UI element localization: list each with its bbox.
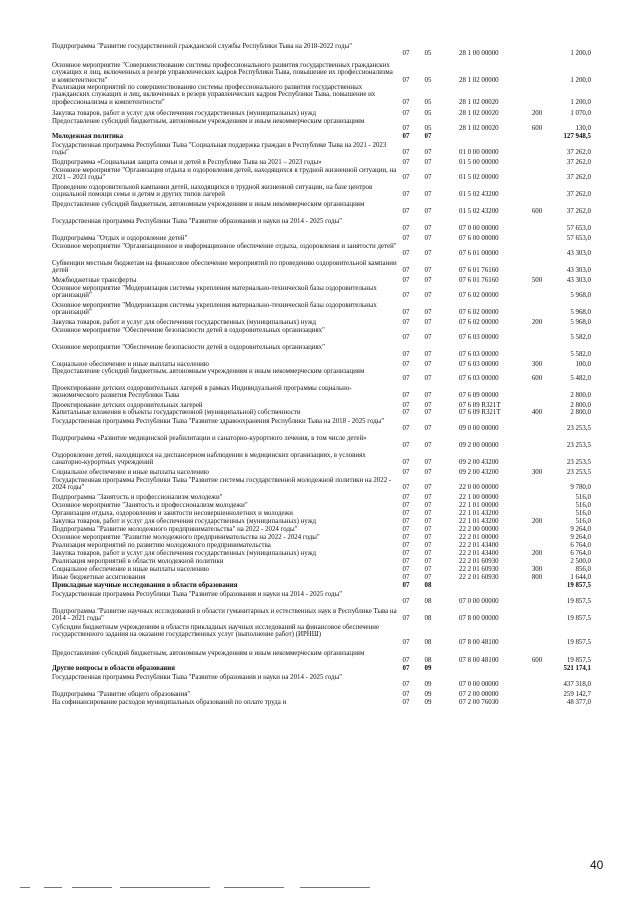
amount: 37 262,0 <box>566 159 591 166</box>
amount: 19 857,5 <box>566 615 591 623</box>
row-label: На софинансирование расходов муниципальных образований по оплате труда и <box>52 699 287 706</box>
amount: 23 253,5 <box>566 442 591 450</box>
expense-type-code: 200 <box>531 319 543 326</box>
amount: 57 653,0 <box>566 235 591 242</box>
section-code: 07 <box>402 174 410 182</box>
target-article-code: 28 1 02 00020 <box>459 98 499 106</box>
amount: 37 262,0 <box>566 191 591 199</box>
row-label: Субвенции местным бюджетам на финансовое обеспечение мероприятий по проведению оздоровительной кампании детей <box>52 260 397 275</box>
target-article-code: 07 2 00 00000 <box>459 691 499 698</box>
scan-artifact-line <box>300 887 370 888</box>
section-code: 07 <box>402 292 410 300</box>
subsection-code: 07 <box>424 526 432 533</box>
amount: 37 262,0 <box>566 208 591 216</box>
row-label: Государственная программа Республики Тыва "Развитие здравоохранения Республики Тыва на 2018 - 2025 годы" <box>52 418 385 425</box>
row-label: Предоставление субсидий бюджетным, автономным учреждениям и иным некоммерческим организациям <box>52 368 365 375</box>
section-code: 07 <box>402 534 410 541</box>
subsection-code: 07 <box>424 534 432 541</box>
amount: 23 253,5 <box>566 469 591 476</box>
expense-type-code: 300 <box>531 469 543 476</box>
row-label: Проектирование детских оздоровительных лагерей <box>52 402 203 409</box>
amount: 521 174,1 <box>563 665 591 672</box>
section-code: 07 <box>402 392 410 400</box>
subsection-code: 07 <box>424 469 432 476</box>
row-label: Государственная программа Республики Тыва "Развитие образования и науки на 2014 - 2025 годы" <box>52 218 343 225</box>
amount: 37 262,0 <box>566 149 591 157</box>
subsection-code: 09 <box>424 691 432 698</box>
target-article-code: 07 6 03 00000 <box>459 375 499 383</box>
subsection-code: 07 <box>424 191 432 199</box>
section-code: 07 <box>402 402 410 409</box>
amount: 43 303,0 <box>566 277 591 284</box>
expense-type-code: 300 <box>531 566 543 573</box>
amount: 6 764,0 <box>570 550 591 557</box>
target-article-code: 28 1 00 00000 <box>459 50 499 58</box>
section-code: 07 <box>402 319 410 326</box>
target-article-code: 22 1 01 00000 <box>459 502 499 509</box>
section-code: 07 <box>402 409 410 416</box>
subsection-code: 07 <box>424 225 432 233</box>
expense-type-code: 500 <box>531 277 543 284</box>
row-label: Реализация мероприятий по развитию молодежного предпринимательства <box>52 542 271 549</box>
subsection-code: 07 <box>424 574 432 581</box>
target-article-code: 09 0 00 00000 <box>459 425 499 433</box>
subsection-code: 08 <box>424 657 432 665</box>
row-label: Государственная программа Республики Тыва "Развитие образования и науки на 2014 - 2025 годы" <box>52 591 343 598</box>
amount: 856,0 <box>575 566 591 573</box>
amount: 1 644,0 <box>570 574 591 581</box>
row-label: Социальное обеспечение и иные выплаты населению <box>52 361 209 368</box>
target-article-code: 22 2 01 60930 <box>459 558 499 565</box>
subsection-code: 05 <box>424 125 432 133</box>
amount: 9 264,0 <box>570 526 591 533</box>
row-label: Социальное обеспечение и иные выплаты населению <box>52 566 209 573</box>
expense-type-code: 400 <box>531 409 543 416</box>
amount: 19 857,5 <box>566 638 591 646</box>
section-code: 07 <box>402 351 410 359</box>
row-label: Основное мероприятие "Модернизация системы укрепления материально-технической базы оздоровительных организаций" <box>52 302 377 317</box>
amount: 19 857,5 <box>566 657 591 665</box>
section-code: 07 <box>402 558 410 565</box>
section-code: 07 <box>402 582 410 589</box>
amount: 5 968,0 <box>570 309 591 317</box>
section-code: 07 <box>402 657 410 665</box>
amount: 2 800,0 <box>570 392 591 400</box>
row-label: Подпрограмма "Развитие государственной гражданской службы Республики Тыва на 2018-2022 годы" <box>52 43 353 50</box>
target-article-code: 22 1 01 43200 <box>459 518 499 525</box>
target-article-code: 07 6 09 R321T <box>459 409 501 416</box>
target-article-code: 28 1 02 00020 <box>459 110 499 117</box>
subsection-code: 07 <box>424 502 432 509</box>
amount: 19 857,5 <box>566 582 591 589</box>
target-article-code: 07 6 02 00000 <box>459 292 499 300</box>
subsection-code: 08 <box>424 615 432 623</box>
section-code: 07 <box>402 566 410 573</box>
expense-type-code: 800 <box>531 574 543 581</box>
subsection-code: 07 <box>424 292 432 300</box>
subsection-code: 05 <box>424 76 432 84</box>
row-label: Подпрограмма "Отдых и оздоровление детей" <box>52 235 188 242</box>
target-article-code: 22 2 01 43400 <box>459 542 499 549</box>
amount: 5 968,0 <box>570 319 591 326</box>
row-label: Государственная программа Республики Тыва "Развитие системы государственной молодежной политики на 2022 - 2024 годы" <box>52 477 392 492</box>
target-article-code: 22 2 00 00000 <box>459 526 499 533</box>
target-article-code: 07 6 01 76160 <box>459 267 499 275</box>
scan-artifact-line <box>44 887 62 888</box>
target-article-code: 07 6 01 00000 <box>459 250 499 258</box>
target-article-code: 01 5 00 00000 <box>459 159 499 166</box>
section-code: 07 <box>402 133 410 140</box>
amount: 130,0 <box>575 125 591 133</box>
subsection-code: 07 <box>424 277 432 284</box>
target-article-code: 01 5 02 00000 <box>459 174 499 182</box>
section-code: 07 <box>402 459 410 467</box>
section-code: 07 <box>402 598 410 606</box>
section-code: 07 <box>402 469 410 476</box>
subsection-code: 07 <box>424 159 432 166</box>
section-code: 07 <box>402 574 410 581</box>
section-code: 07 <box>402 267 410 275</box>
amount: 516,0 <box>575 502 591 509</box>
amount: 1 200,0 <box>570 76 591 84</box>
row-label: Подпрограмма "Развитие общего образования" <box>52 691 191 698</box>
row-label: Другие вопросы в области образования <box>52 665 175 672</box>
section-code: 07 <box>402 518 410 525</box>
row-label: Прикладные научные исследования в области образования <box>52 582 238 589</box>
subsection-code: 08 <box>424 598 432 606</box>
row-label: Закупка товаров, работ и услуг для обеспечения государственных (муниципальных) нужд <box>52 110 316 117</box>
section-code: 07 <box>402 235 410 242</box>
amount: 19 857,5 <box>566 598 591 606</box>
subsection-code: 07 <box>424 235 432 242</box>
target-article-code: 22 2 01 43400 <box>459 550 499 557</box>
amount: 259 142,7 <box>563 691 591 698</box>
target-article-code: 07 8 00 48100 <box>459 638 499 646</box>
expense-type-code: 200 <box>531 518 543 525</box>
section-code: 07 <box>402 494 410 501</box>
row-label: Молодежная политика <box>52 133 124 140</box>
section-code: 07 <box>402 159 410 166</box>
row-label: Основное мероприятие "Организационное и информационное обеспечение отдыха, оздоровления и занятости детей" <box>52 243 397 250</box>
target-article-code: 09 2 00 43200 <box>459 469 499 476</box>
amount: 9 264,0 <box>570 534 591 541</box>
row-label: Оздоровление детей, находящихся на диспансерном наблюдении в медицинских организациях, в условиях санаторно-курортных учреждений <box>52 452 366 467</box>
row-label: Основное мероприятие "Развитие молодежного предпринимательства на 2022 - 2024 годы" <box>52 534 320 541</box>
target-article-code: 01 5 02 43200 <box>459 208 499 216</box>
section-code: 07 <box>402 550 410 557</box>
row-label: Межбюджетные трансферты <box>52 277 137 284</box>
subsection-code: 05 <box>424 98 432 106</box>
scan-artifact-line <box>72 887 112 888</box>
amount: 1 200,0 <box>570 98 591 106</box>
amount: 100,0 <box>575 361 591 368</box>
target-article-code: 07 6 02 00000 <box>459 319 499 326</box>
subsection-code: 07 <box>424 351 432 359</box>
target-article-code: 28 1 02 00020 <box>459 125 499 133</box>
section-code: 07 <box>402 309 410 317</box>
scan-artifact-line <box>120 887 210 888</box>
amount: 6 764,0 <box>570 542 591 549</box>
row-label: Основное мероприятие "Модернизация системы укрепления материально-технической базы оздоровительных организаций" <box>52 285 377 300</box>
target-article-code: 07 6 01 76160 <box>459 277 499 284</box>
target-article-code: 07 6 09 00000 <box>459 392 499 400</box>
subsection-code: 07 <box>424 208 432 216</box>
subsection-code: 07 <box>424 392 432 400</box>
section-code: 07 <box>402 250 410 258</box>
section-code: 07 <box>402 484 410 492</box>
subsection-code: 07 <box>424 518 432 525</box>
row-label: Социальное обеспечение и иные выплаты населению <box>52 469 209 476</box>
expense-type-code: 600 <box>531 657 543 665</box>
expense-type-code: 600 <box>531 375 543 383</box>
target-article-code: 07 6 00 00000 <box>459 235 499 242</box>
subsection-code: 07 <box>424 149 432 157</box>
row-label: Организация отдыха, оздоровления и занятости несовершеннолетних и молодежи <box>52 510 293 517</box>
amount: 437 318,0 <box>563 681 591 689</box>
page-number: 40 <box>590 858 604 872</box>
subsection-code: 07 <box>424 319 432 326</box>
section-code: 07 <box>402 110 410 117</box>
subsection-code: 07 <box>424 375 432 383</box>
target-article-code: 07 0 00 00000 <box>459 681 499 689</box>
subsection-code: 05 <box>424 110 432 117</box>
amount: 5 482,0 <box>570 375 591 383</box>
expense-type-code: 200 <box>531 110 543 117</box>
row-label: Подпрограмма «Развитие медицинской реабилитации и санаторно-курортного лечения, в том числе детей» <box>52 435 367 442</box>
subsection-code: 09 <box>424 665 432 672</box>
section-code: 07 <box>402 699 410 706</box>
row-label: Субсидии бюджетным учреждениям в области прикладных научных исследований на финансовое обеспечение государственного задания на оказание государственных услуг (выполнение работ) (ИРНШ) <box>52 624 380 639</box>
target-article-code: 07 6 03 00000 <box>459 351 499 359</box>
amount: 5 582,0 <box>570 334 591 342</box>
section-code: 07 <box>402 191 410 199</box>
row-label: Закупка товаров, работ и услуг для обеспечения государственных (муниципальных) нужд <box>52 518 316 525</box>
target-article-code: 09 2 00 43200 <box>459 459 499 467</box>
section-code: 07 <box>402 98 410 106</box>
target-article-code: 22 2 01 60930 <box>459 566 499 573</box>
target-article-code: 07 0 00 00000 <box>459 225 499 233</box>
amount: 9 780,0 <box>570 484 591 492</box>
subsection-code: 07 <box>424 402 432 409</box>
row-label: Капитальные вложения в объекты государственной (муниципальной) собственности <box>52 409 301 416</box>
section-code: 07 <box>402 225 410 233</box>
expense-type-code: 600 <box>531 208 543 216</box>
section-code: 07 <box>402 76 410 84</box>
amount: 1 070,0 <box>570 110 591 117</box>
target-article-code: 07 8 00 00000 <box>459 615 499 623</box>
subsection-code: 07 <box>424 250 432 258</box>
amount: 1 200,0 <box>570 50 591 58</box>
subsection-code: 07 <box>424 494 432 501</box>
row-label: Иные бюджетные ассигнования <box>52 574 146 581</box>
section-code: 07 <box>402 208 410 216</box>
row-label: Реализация мероприятий по совершенствованию системы профессионального развития государственных гражданских служащих и лиц, включенных в резерв управленческих кадров Республики Тыва, повышение их профессионализма и компетентности" <box>52 84 376 106</box>
row-label: Подпрограмма "Развитие молодежного предпринимательства" на 2022 - 2024 годы" <box>52 526 298 533</box>
scan-artifact-line <box>20 887 30 888</box>
row-label: Проектирование детских оздоровительных лагерей в рамках Индивидуальной программы социально-экономического развития Республики Тыва <box>52 385 352 400</box>
scan-artifact-line <box>224 887 284 888</box>
amount: 37 262,0 <box>566 174 591 182</box>
section-code: 07 <box>402 502 410 509</box>
subsection-code: 07 <box>424 566 432 573</box>
amount: 2 800,0 <box>570 402 591 409</box>
amount: 127 948,5 <box>563 133 591 140</box>
section-code: 07 <box>402 615 410 623</box>
subsection-code: 07 <box>424 267 432 275</box>
row-label: Закупка товаров, работ и услуг для обеспечения государственных (муниципальных) нужд <box>52 550 316 557</box>
subsection-code: 07 <box>424 133 432 140</box>
expense-type-code: 200 <box>531 550 543 557</box>
target-article-code: 07 2 00 76030 <box>459 699 499 706</box>
amount: 23 253,5 <box>566 425 591 433</box>
target-article-code: 07 8 00 48100 <box>459 657 499 665</box>
section-code: 07 <box>402 665 410 672</box>
row-label: Предоставление субсидий бюджетным, автономным учреждениям и иным некоммерческим организациям <box>52 118 365 125</box>
subsection-code: 07 <box>424 334 432 342</box>
target-article-code: 22 2 01 00000 <box>459 534 499 541</box>
subsection-code: 05 <box>424 50 432 58</box>
expense-type-code: 600 <box>531 125 543 133</box>
subsection-code: 07 <box>424 409 432 416</box>
amount: 2 800,0 <box>570 409 591 416</box>
row-label: Подпрограмма "Развитие научных исследований в области гуманитарных и естественных наук в Республике Тыва на 2014 - 2021 годы" <box>52 608 397 623</box>
amount: 5 582,0 <box>570 351 591 359</box>
section-code: 07 <box>402 334 410 342</box>
amount: 516,0 <box>575 494 591 501</box>
row-label: Реализация мероприятий в области молодежной политики <box>52 558 224 565</box>
amount: 23 253,5 <box>566 459 591 467</box>
target-article-code: 22 2 01 60930 <box>459 574 499 581</box>
row-label: Проведение оздоровительной кампании детей, находящихся в трудной жизненной ситуации, на базе центров социальной помощи семье и детям и других типов лагерей <box>52 184 373 199</box>
subsection-code: 07 <box>424 550 432 557</box>
target-article-code: 07 6 09 R321T <box>459 402 501 409</box>
section-code: 07 <box>402 638 410 646</box>
amount: 516,0 <box>575 518 591 525</box>
row-label: Государственная программа Республики Тыва "Социальная поддержка граждан в Республике Тыва на 2021 - 2023 годы" <box>52 142 387 157</box>
target-article-code: 22 1 01 43200 <box>459 510 499 517</box>
target-article-code: 09 2 00 00000 <box>459 442 499 450</box>
subsection-code: 07 <box>424 442 432 450</box>
section-code: 07 <box>402 361 410 368</box>
subsection-code: 09 <box>424 681 432 689</box>
amount: 2 500,0 <box>570 558 591 565</box>
row-label: Предоставление субсидий бюджетным, автономным учреждениям и иным некоммерческим организациям <box>52 650 365 657</box>
amount: 43 303,0 <box>566 250 591 258</box>
target-article-code: 07 6 02 00000 <box>459 309 499 317</box>
section-code: 07 <box>402 681 410 689</box>
row-label: Государственная программа Республики Тыва "Развитие образования и науки на 2014 - 2025 годы" <box>52 674 343 681</box>
section-code: 07 <box>402 125 410 133</box>
amount: 5 968,0 <box>570 292 591 300</box>
section-code: 07 <box>402 149 410 157</box>
target-article-code: 07 6 03 00000 <box>459 334 499 342</box>
section-code: 07 <box>402 425 410 433</box>
subsection-code: 07 <box>424 361 432 368</box>
target-article-code: 01 0 00 00000 <box>459 149 499 157</box>
target-article-code: 07 0 00 00000 <box>459 598 499 606</box>
row-label: Основное мероприятие "Совершенствование системы профессионального развития государственных гражданских служащих и лиц, включенных в резерв управленческих кадров Республики Тыва, повышение их профессионализма и компетентности" <box>52 62 393 84</box>
section-code: 07 <box>402 277 410 284</box>
amount: 57 653,0 <box>566 225 591 233</box>
section-code: 07 <box>402 526 410 533</box>
subsection-code: 07 <box>424 484 432 492</box>
target-article-code: 28 1 02 00000 <box>459 76 499 84</box>
amount: 48 377,0 <box>566 699 591 706</box>
target-article-code: 07 6 03 00000 <box>459 361 499 368</box>
subsection-code: 07 <box>424 558 432 565</box>
section-code: 07 <box>402 691 410 698</box>
row-label: Основное мероприятие "Занятость и профессионализм молодежи" <box>52 502 248 509</box>
section-code: 07 <box>402 542 410 549</box>
target-article-code: 01 5 02 43200 <box>459 191 499 199</box>
section-code: 07 <box>402 442 410 450</box>
section-code: 07 <box>402 50 410 58</box>
expense-type-code: 300 <box>531 361 543 368</box>
subsection-code: 07 <box>424 309 432 317</box>
target-article-code: 22 0 00 00000 <box>459 484 499 492</box>
subsection-code: 08 <box>424 582 432 589</box>
row-label: Подпрограмма "Занятость и профессионализм молодежи" <box>52 494 223 501</box>
subsection-code: 07 <box>424 542 432 549</box>
row-label: Основное мероприятие "Обеспечение безопасности детей в оздоровительных организациях" <box>52 344 325 351</box>
row-label: Основное мероприятие "Организация отдыха и оздоровления детей, находящихся в трудной жизненной ситуации, на 2021 – 2023 годы" <box>52 167 397 182</box>
row-label: Закупка товаров, работ и услуг для обеспечения государственных (муниципальных) нужд <box>52 319 316 326</box>
subsection-code: 09 <box>424 699 432 706</box>
row-label: Предоставление субсидий бюджетным, автономным учреждениям и иным некоммерческим организациям <box>52 201 365 208</box>
section-code: 07 <box>402 375 410 383</box>
row-label: Подпрограмма «Социальная защита семьи и детей в Республике Тыва на 2021 – 2023 годы» <box>52 159 322 166</box>
subsection-code: 07 <box>424 425 432 433</box>
row-label: Основное мероприятие "Обеспечение безопасности детей в оздоровительных организациях" <box>52 327 325 334</box>
section-code: 07 <box>402 510 410 517</box>
subsection-code: 07 <box>424 459 432 467</box>
subsection-code: 08 <box>424 638 432 646</box>
subsection-code: 07 <box>424 510 432 517</box>
amount: 43 303,0 <box>566 267 591 275</box>
subsection-code: 07 <box>424 174 432 182</box>
target-article-code: 22 1 00 00000 <box>459 494 499 501</box>
amount: 516,0 <box>575 510 591 517</box>
